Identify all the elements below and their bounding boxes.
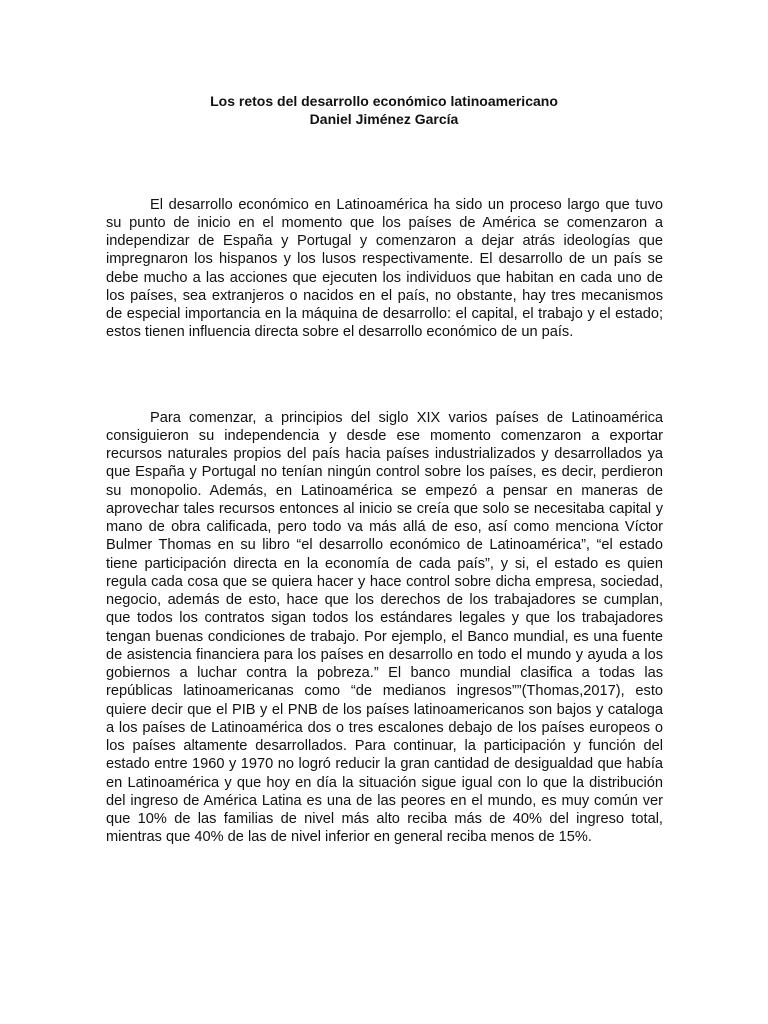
document-header (100, 92, 668, 128)
document-author: Daniel Jiménez García (309, 111, 459, 127)
paragraph-body: Para comenzar, a principios del siglo XIX varios países de Latinoamérica consiguieron su independencia y desde ese momento comenzaron a exportar recursos naturales propios del país hacia países industrializados y desarrollados ya que España y Portugal no tenían ningún control sobre los países, es decir, perdieron su monopolio. Además, en Latinoamérica se empezó a pensar en maneras de aprovechar tales recursos entonces al inicio se creía que solo se necesitaba capital y mano de obra calificada, pero todo va más allá de eso, así como menciona Víctor Bulmer Thomas en su libro “el desarrollo económico de Latinoamérica”, “el estado tiene participación directa en la economía de cada país”, y si, el estado es quien regula cada cosa que se quiera hacer y hace control sobre dicha empresa, sociedad, negocio, además de esto, hace que los derechos de los trabajadores se cumplan, que todos los contratos sigan todos los estándares legales y que los trabajadores tengan buenas condiciones de trabajo. Por ejemplo, el Banco mundial, es una fuente de asistencia financiera para los países en desarrollo en todo el mundo y ayuda a los gobiernos a luchar contra la pobreza.” El banco mundial clasifica a todas las repúblicas latinoamericanas como “de medianos ingresos””(Thomas,2017), esto quiere decir que el PIB y el PNB de los países latinoamericanos son bajos y cataloga a los países de Latinoamérica dos o tres escalones debajo de los países europeos o los países altamente desarrollados. Para continuar, la participación y función del estado entre 1960 y 1970 no logró reducir la gran cantidad de desigualdad que había en Latinoamérica y que hoy en día la situación sigue igual con lo que la distribución del ingreso de América Latina es una de las peores en el mundo, es muy común ver que 10% de las familias de nivel más alto reciba más de 40% del ingreso total, mientras que 40% de las de nivel inferior en general reciba menos de 15%. (106, 409, 663, 846)
paragraph-introduction: El desarrollo económico en Latinoamérica ha sido un proceso largo que tuvo su punto de inicio en el momento que los países de América se comenzaron a independizar de España y Portugal y comenzaron a dejar atrás ideologías que impregnaron los hispanos y los lusos respectivamente. El desarrollo de un país se debe mucho a las acciones que ejecuten los individuos que habitan en cada uno de los países, sea extranjeros o nacidos en el país, no obstante, hay tres mecanismos de especial importancia en la máquina de desarrollo: el capital, el trabajo y el estado; estos tienen influencia directa sobre el desarrollo económico de un país. (106, 196, 663, 341)
document-title: Los retos del desarrollo económico latinoamericano (210, 93, 558, 109)
